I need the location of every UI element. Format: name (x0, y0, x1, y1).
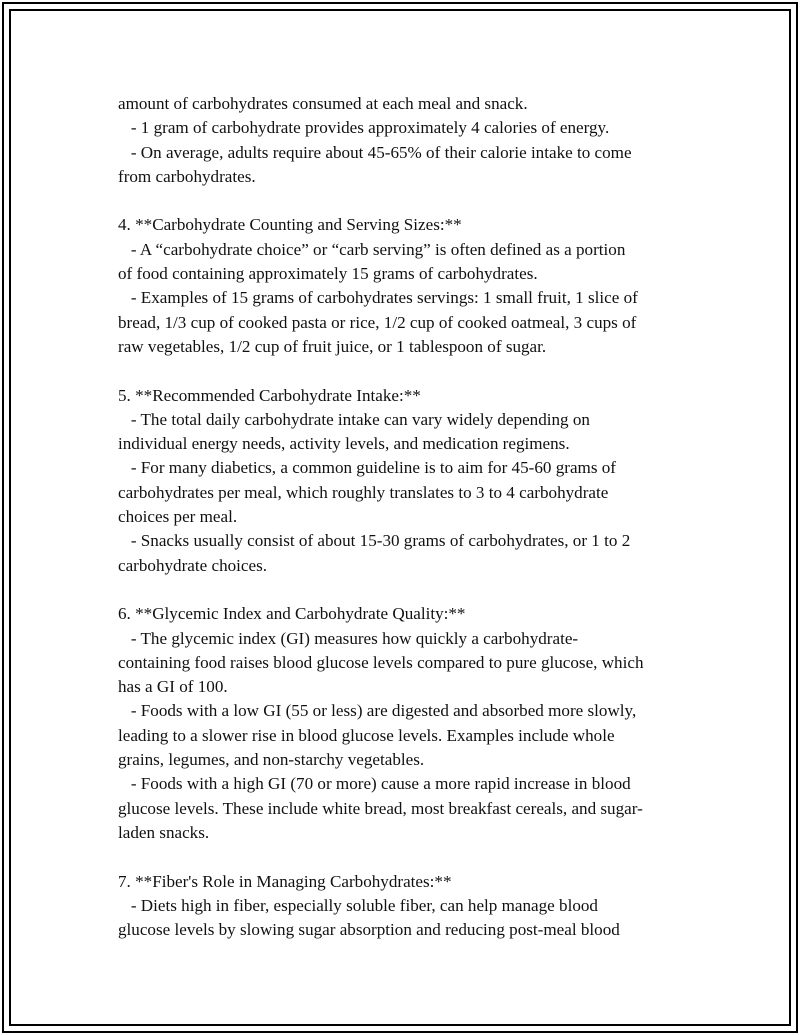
text-line: raw vegetables, 1/2 cup of fruit juice, or 1 tablespoon of sugar. (118, 336, 547, 356)
text-line: - Foods with a low GI (55 or less) are digested and absorbed more slowly, (118, 701, 637, 721)
text-line: 4. **Carbohydrate Counting and Serving Sizes:** (118, 215, 462, 235)
text-line: bread, 1/3 cup of cooked pasta or rice, 1/2 cup of cooked oatmeal, 3 cups of (118, 312, 637, 332)
text-line: 5. **Recommended Carbohydrate Intake:** (118, 385, 421, 405)
text-line: has a GI of 100. (118, 677, 228, 697)
paragraph-gap (118, 359, 693, 383)
text-line: - On average, adults require about 45-65% of their calorie intake to come (118, 142, 632, 162)
text-line: - A “carbohydrate choice” or “carb serving” is often defined as a portion (118, 239, 626, 259)
text-line: carbohydrate choices. (118, 555, 268, 575)
paragraph-gap (118, 189, 693, 213)
text-line: choices per meal. (118, 507, 238, 527)
text-line: - The glycemic index (GI) measures how quickly a carbohydrate- (118, 628, 579, 648)
text-line: - Examples of 15 grams of carbohydrates servings: 1 small fruit, 1 slice of (118, 288, 638, 308)
text-line: - For many diabetics, a common guideline is to aim for 45-60 grams of (118, 458, 616, 478)
text-line: leading to a slower rise in blood glucose levels. Examples include whole (118, 725, 615, 745)
text-line: - The total daily carbohydrate intake can vary widely depending on (118, 409, 590, 429)
text-line: glucose levels by slowing sugar absorption and reducing post-meal blood (118, 920, 620, 940)
text-line: 6. **Glycemic Index and Carbohydrate Quality:** (118, 604, 466, 624)
text-line: laden snacks. (118, 822, 210, 842)
text-line: grains, legumes, and non-starchy vegetables. (118, 750, 425, 770)
text-line: amount of carbohydrates consumed at each meal and snack. (118, 94, 528, 113)
text-line: containing food raises blood glucose levels compared to pure glucose, which (118, 652, 644, 672)
text-line: of food containing approximately 15 grams of carbohydrates. (118, 264, 538, 284)
text-line: carbohydrates per meal, which roughly translates to 3 to 4 carbohydrate (118, 482, 609, 502)
paragraph-gap (118, 845, 693, 869)
text-line: - 1 gram of carbohydrate provides approximately 4 calories of energy. (118, 118, 610, 138)
text-line: - Snacks usually consist of about 15-30 grams of carbohydrates, or 1 to 2 (118, 531, 631, 551)
text-line: - Diets high in fiber, especially soluble fiber, can help manage blood (118, 895, 598, 915)
paragraph-gap (118, 578, 693, 602)
text-line: individual energy needs, activity levels, and medication regimens. (118, 434, 570, 454)
document-body (118, 92, 693, 942)
text-line: - Foods with a high GI (70 or more) cause a more rapid increase in blood (118, 774, 631, 794)
text-line: from carbohydrates. (118, 166, 256, 186)
text-line: 7. **Fiber's Role in Managing Carbohydrates:** (118, 871, 452, 891)
text-line: glucose levels. These include white bread, most breakfast cereals, and sugar- (118, 798, 643, 818)
